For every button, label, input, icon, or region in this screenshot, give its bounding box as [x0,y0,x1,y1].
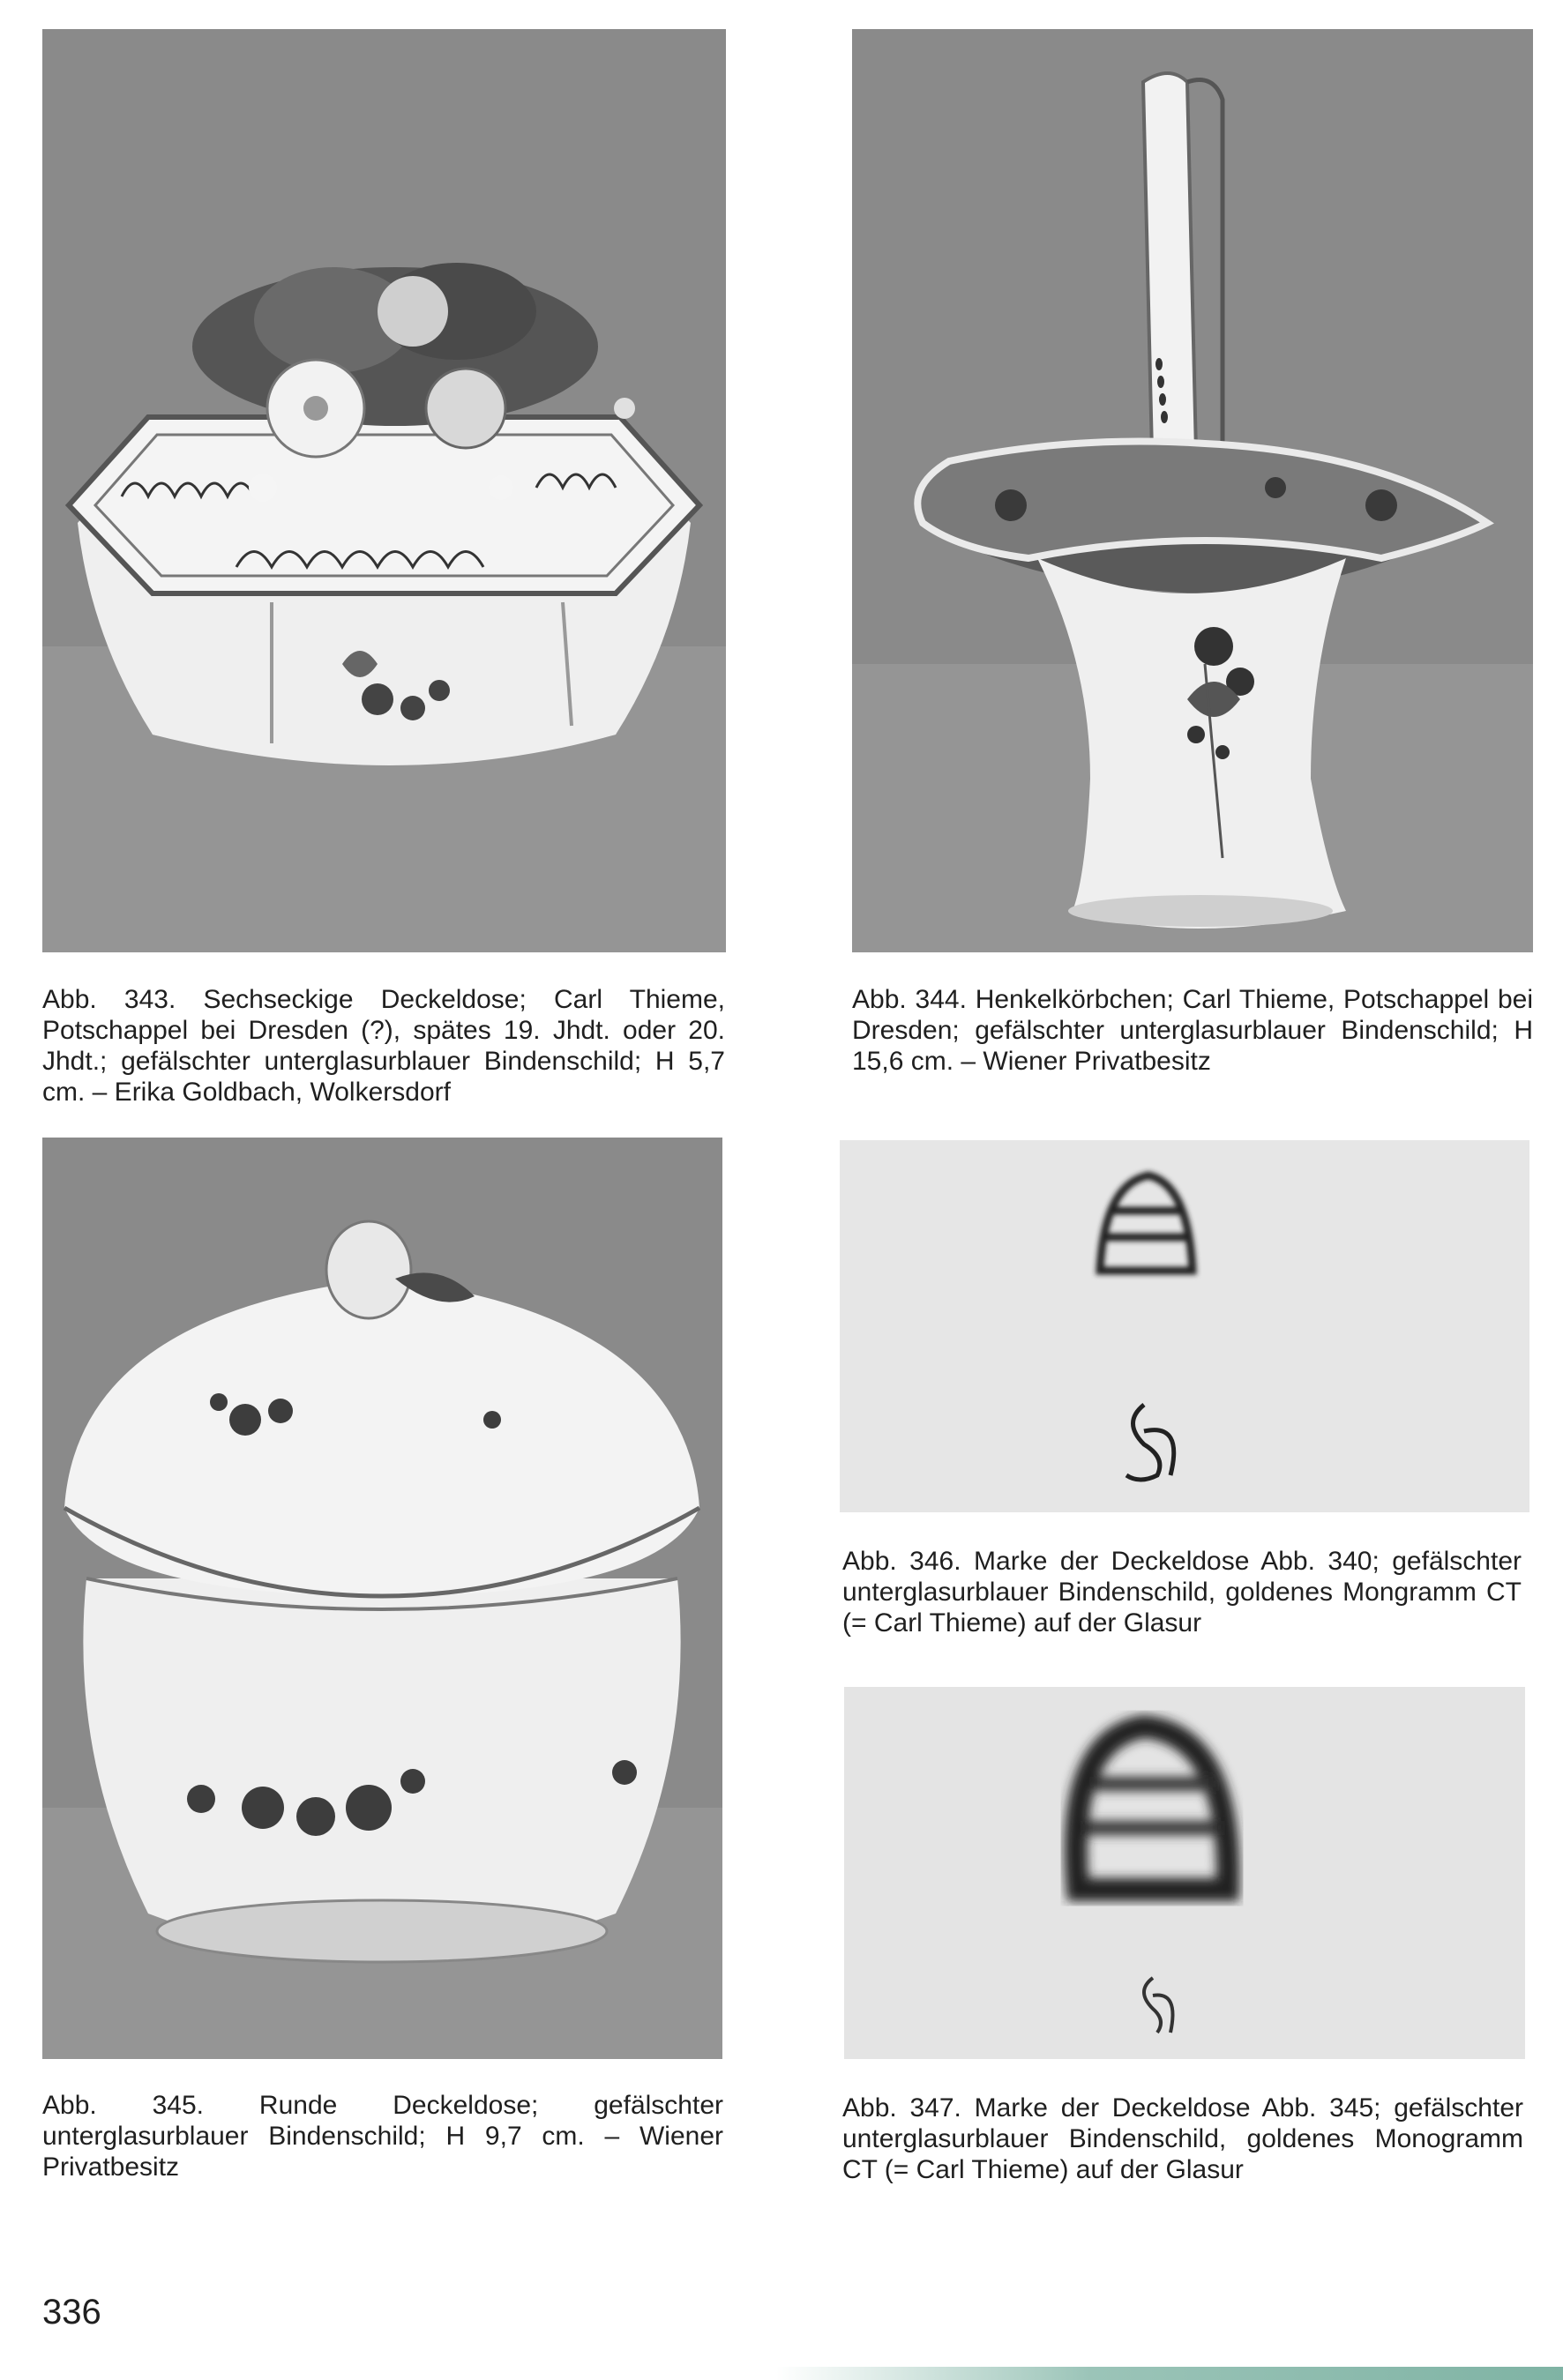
caption-abb-344: Abb. 344. Henkelkörbchen; Carl Thieme, Potschappel bei Dresden; gefälschter unterglasurblauer Bindenschild; H 15,6 cm. – Wiener Privatbesitz [852,985,1533,1076]
footer-accent-bar [776,2367,1563,2380]
bindenschild-mark-image-2 [844,1687,1525,2059]
round-lidded-box-image [42,1138,722,2059]
photo-abb-345 [42,1138,722,2059]
caption-abb-343: Abb. 343. Sechseckige Deckeldose; Carl Thieme, Potschappel bei Dresden (?), spätes 19. Jhdt. oder 20. Jhdt.; gefälschter unterglasurblauer Bindenschild; H 5,7 cm. – Erika Goldbach, Wolkersdorf [42,985,725,1107]
photo-abb-347 [844,1687,1525,2059]
hexagonal-lidded-box-image [42,29,726,952]
bindenschild-mark-image [840,1140,1529,1512]
handled-basket-image [852,29,1533,952]
photo-abb-343 [42,29,726,952]
caption-abb-347: Abb. 347. Marke der Deckeldose Abb. 345; gefälschter unterglasurblauer Bindenschild, goldenes Monogramm CT (= Carl Thieme) auf der Glasur [842,2093,1523,2184]
photo-abb-346 [840,1140,1529,1512]
caption-abb-346: Abb. 346. Marke der Deckeldose Abb. 340; gefälschter unterglasurblauer Bindenschild, goldenes Mongramm CT (= Carl Thieme) auf der Glasur [842,1547,1522,1638]
caption-abb-345: Abb. 345. Runde Deckeldose; gefälschter unterglasurblauer Bindenschild; H 9,7 cm. – Wiener Privatbesitz [42,2091,723,2182]
photo-abb-344 [852,29,1533,952]
page-number: 336 [42,2293,101,2332]
